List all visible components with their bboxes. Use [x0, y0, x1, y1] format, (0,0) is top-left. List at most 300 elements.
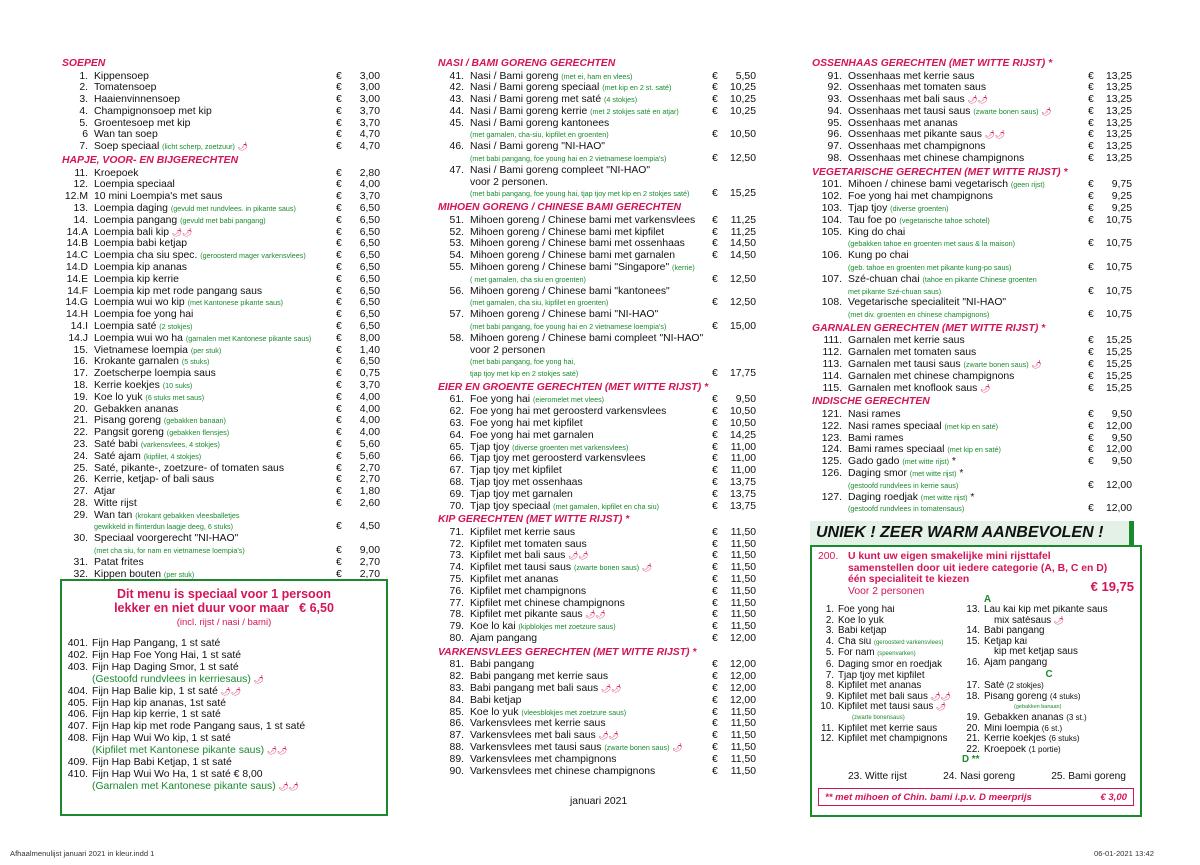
- currency-sign: €: [336, 94, 342, 106]
- uniek-banner-text: UNIEK ! ZEER WARM AANBEVOLEN !: [816, 524, 1104, 541]
- menu-item-row: [812, 153, 1132, 165]
- currency-sign: €: [712, 538, 718, 550]
- item-price: [336, 309, 380, 321]
- price-value: 5,60: [359, 450, 380, 462]
- item-number: 410.: [67, 768, 88, 780]
- price-value: 11,00: [730, 441, 756, 453]
- menu-item: [438, 262, 756, 286]
- pepper-icon: 🌶🌶: [598, 731, 619, 741]
- item-name: Garnalen met chinese champignons: [848, 370, 1015, 382]
- item-price: [712, 707, 756, 719]
- section-title: KIP GERECHTEN (MET WITTE RIJST) *: [438, 514, 630, 526]
- item-price: [336, 380, 380, 392]
- item-number: 20.: [966, 722, 980, 734]
- item-name: Soep speciaal (licht scherp, zoetzuur) 🌶: [94, 141, 248, 153]
- item-name: Garnalen met tausi saus (zwarte bonen saus) 🌶: [848, 359, 1042, 371]
- item-number: 67.: [449, 465, 464, 477]
- category-item: [816, 660, 966, 671]
- menu-item-row: [438, 71, 756, 83]
- item-name: Nasi / Bami goreng kerrie (met 2 stokjes saté en atjar): [470, 105, 679, 117]
- price-value: 3,70: [359, 191, 380, 203]
- price-value: 13,25: [1105, 141, 1132, 153]
- item-number: 97.: [827, 141, 842, 153]
- item-name: Kipfilet met kerrie saus: [470, 526, 576, 538]
- menu-item-row: [62, 309, 380, 321]
- menu-item-row: [438, 262, 756, 274]
- menu-item: [812, 82, 1132, 94]
- menu-item: [438, 633, 756, 645]
- item-name: Gebakken ananas: [94, 403, 179, 415]
- item-number: 2.: [79, 82, 88, 94]
- item-price: [1088, 309, 1132, 321]
- item-number: 405.: [67, 697, 88, 709]
- item-name: Babi pangang met bali saus 🌶🌶: [470, 682, 622, 694]
- item-name: Kroepoek (1 portie): [984, 744, 1061, 755]
- item-note: (gevuld met babi pangang): [180, 215, 266, 225]
- price-value: 4,00: [359, 415, 380, 427]
- menu-item: [812, 274, 1132, 298]
- price-value: 14,25: [729, 429, 756, 441]
- item-price: [1088, 71, 1132, 83]
- item-note: (licht scherp, zoetzuur): [162, 142, 235, 152]
- special-subtitle: (incl. rijst / nasi / bami): [176, 617, 272, 628]
- menu-item: [62, 203, 380, 215]
- special-subline: [64, 745, 386, 757]
- currency-sign: €: [712, 238, 718, 250]
- currency-sign: €: [336, 273, 342, 285]
- item-name: Wan tan (krokant gebakken vleesballetjes: [94, 509, 240, 521]
- item-price: [336, 286, 380, 298]
- item-number: 82.: [449, 671, 464, 683]
- price-value: 11,50: [730, 741, 756, 753]
- price-value: 11,25: [730, 214, 756, 226]
- price-value: 6,50: [359, 238, 380, 250]
- menu-item-row: [438, 286, 756, 298]
- item-name: Ossenhaas met champignons: [848, 141, 986, 153]
- item-price: [712, 718, 756, 730]
- price-value: 6,50: [359, 261, 380, 273]
- item-subtext: (met babi pangang, foe young hai en 2 vietnamese loempia's): [470, 321, 667, 331]
- item-number: 79.: [449, 621, 464, 633]
- currency-sign: €: [712, 406, 718, 418]
- menu-item-row: [62, 227, 380, 239]
- rijsttafel-box: [810, 545, 1142, 817]
- currency-sign: €: [1088, 444, 1094, 456]
- menu-item-row: [812, 335, 1132, 347]
- item-price: [712, 730, 756, 742]
- currency-sign: €: [712, 609, 718, 621]
- pepper-icon: 🌶: [936, 702, 947, 712]
- currency-sign: €: [336, 332, 342, 344]
- price-value: 12,00: [729, 659, 756, 671]
- menu-item-row: [62, 557, 380, 569]
- item-name: Kipfilet met ananas: [838, 681, 922, 692]
- item-note: (4 stuks): [1049, 691, 1081, 701]
- currency-sign: €: [1088, 94, 1094, 106]
- item-name: Loempia wui wo kip (met Kantonese pikante saus): [94, 297, 284, 309]
- menu-item: [62, 106, 380, 118]
- item-name: Mihoen goreng / Chinese bami met ossenhaas: [470, 238, 685, 250]
- item-name: Koe lo yuk (6 stuks met saus): [94, 391, 205, 403]
- menu-item-row: [438, 165, 756, 177]
- currency-sign: €: [1088, 153, 1094, 165]
- currency-sign: €: [712, 94, 718, 106]
- category-subline: [816, 713, 966, 724]
- currency-sign: €: [336, 521, 342, 533]
- menu-item-row: [438, 659, 756, 671]
- item-number: 403.: [67, 661, 88, 673]
- currency-sign: €: [712, 82, 718, 94]
- price-value: 15,00: [729, 320, 756, 332]
- item-subline: [62, 545, 380, 557]
- menu-item-row: [62, 129, 380, 141]
- menu-item-row: [438, 106, 756, 118]
- currency-sign: €: [712, 429, 718, 441]
- menu-item: [438, 742, 756, 754]
- currency-sign: €: [1088, 105, 1094, 117]
- item-price: [1088, 286, 1132, 298]
- price-value: 11,50: [730, 706, 756, 718]
- currency-sign: €: [712, 477, 718, 488]
- item-price: [712, 695, 756, 707]
- price-value: 11,00: [730, 465, 756, 477]
- item-number: 12.M: [64, 191, 88, 203]
- item-subtext: (met babi pangang, foe yong hai,: [470, 357, 576, 367]
- item-name: Nasi / Bami goreng "NI-HAO": [470, 141, 605, 153]
- currency-sign: €: [336, 129, 342, 141]
- item-name: Foe yong hai met kipfilet: [470, 418, 583, 430]
- item-number: 95.: [827, 117, 842, 129]
- item-name: Kroepoek: [94, 167, 139, 179]
- currency-sign: €: [336, 379, 342, 391]
- item-number: 4.: [825, 635, 834, 647]
- item-number: 126.: [821, 467, 842, 479]
- menu-item: [438, 609, 756, 621]
- item-name: Babi pangang: [470, 659, 535, 671]
- rijsttafel-header: [812, 547, 1140, 597]
- item-name: Tjap tjoy met kipfilet: [470, 465, 562, 477]
- menu-item-row: [438, 695, 756, 707]
- item-name: Fijn Hap kip kerrie, 1 st saté: [92, 709, 221, 721]
- currency-sign: €: [336, 82, 342, 94]
- item-price: [336, 106, 380, 118]
- item-price: [336, 274, 380, 286]
- menu-item-row: [438, 430, 756, 442]
- item-name: Mihoen goreng / Chinese bami met garnalen: [470, 250, 676, 262]
- menu-item: [438, 141, 756, 165]
- item-price: [1088, 359, 1132, 371]
- currency-sign: €: [712, 671, 718, 683]
- item-price: [336, 71, 380, 83]
- item-price: [336, 250, 380, 262]
- item-number: 404.: [67, 685, 88, 697]
- item-number: 73.: [449, 550, 464, 562]
- currency-sign: €: [712, 730, 718, 742]
- menu-item: [812, 191, 1132, 203]
- currency-sign: €: [712, 694, 718, 706]
- item-subline: [812, 480, 1132, 492]
- item-note: (eieromelet met vlees): [532, 395, 605, 405]
- item-price: [1088, 238, 1132, 250]
- special-subline: [64, 781, 386, 793]
- item-note: (3 st.): [1066, 712, 1087, 722]
- currency-sign: €: [712, 682, 718, 694]
- item-note: (6 st.): [1041, 723, 1063, 733]
- menu-item-row: [812, 492, 1132, 504]
- item-price: [336, 415, 380, 427]
- item-price: [1088, 444, 1132, 456]
- menu-item-row: [438, 707, 756, 719]
- menu-item: [812, 383, 1132, 395]
- item-number: 72.: [449, 538, 464, 550]
- menu-item-row: [62, 333, 380, 345]
- menu-item: [812, 141, 1132, 153]
- item-number: 66.: [449, 453, 464, 465]
- menu-item-row: [62, 463, 380, 475]
- currency-sign: €: [336, 462, 342, 474]
- category-item: [816, 734, 966, 745]
- item-name: Tau foe po (vegetarische tahoe schotel): [848, 214, 990, 226]
- price-value: 5,50: [735, 70, 756, 82]
- menu-item: [438, 621, 756, 633]
- item-subtext: (met cha siu, for nam en vietnamese loempia's): [94, 546, 245, 556]
- currency-sign: €: [336, 202, 342, 214]
- menu-item: [812, 106, 1132, 118]
- item-price: [712, 465, 756, 477]
- category-item: [816, 648, 966, 660]
- item-number: 18.: [966, 690, 980, 702]
- currency-sign: €: [1088, 335, 1094, 347]
- item-name: Nasi / Bami goreng (met ei, ham en vlees): [470, 70, 633, 82]
- uniek-banner: [810, 521, 1134, 545]
- menu-item: [62, 179, 380, 191]
- item-name: Bami rames speciaal (met kip en saté): [848, 444, 1001, 456]
- category-subline: [964, 702, 1134, 713]
- menu-item: [438, 465, 756, 477]
- item-subtext: (geb. tahoe en groenten met pikante kung-po saus): [848, 262, 1012, 272]
- item-name: Kipfilet met bali saus 🌶🌶: [838, 691, 951, 702]
- price-value: 2,70: [359, 568, 380, 580]
- category-item: [964, 724, 1134, 735]
- item-number: 14.B: [66, 238, 88, 250]
- item-name: Fijn Hap Foe Yong Hai, 1 st saté: [92, 649, 242, 661]
- category-item: [816, 702, 966, 713]
- menu-item-row: [438, 453, 756, 465]
- price-value: 6,50: [359, 226, 380, 238]
- special-item: [64, 769, 386, 781]
- item-name: Mihoen goreng / Chinese bami compleet "NI-HAO": [470, 332, 704, 344]
- menu-item: [438, 574, 756, 586]
- item-number: 78.: [449, 609, 464, 621]
- currency-sign: €: [1088, 408, 1094, 420]
- currency-sign: €: [336, 285, 342, 297]
- item-note: (zwarte bonen saus): [973, 106, 1039, 116]
- item-name: Ajam pangang: [470, 633, 538, 645]
- section-title: INDISCHE GERECHTEN: [812, 396, 930, 408]
- menu-item: [438, 309, 756, 333]
- currency-sign: €: [1088, 238, 1094, 250]
- item-name: Kipfilet met kerrie saus: [838, 723, 938, 734]
- item-number: 96.: [827, 129, 842, 141]
- price-value: 15,25: [1105, 370, 1132, 382]
- currency-sign: €: [336, 70, 342, 82]
- item-number: 12.: [820, 733, 834, 745]
- item-subtext: ( met garnalen, cha siu en groenten): [470, 274, 586, 284]
- item-price: [1088, 94, 1132, 106]
- item-number: 13.: [966, 604, 980, 615]
- item-name: Mihoen goreng / Chinese bami met varkensvlees: [470, 214, 696, 226]
- price-value: 4,00: [359, 427, 380, 439]
- category-item: 24. Nasi goreng: [943, 771, 1016, 782]
- item-subtext: gewikkeld in flinterdun laagje deeg, 6 stuks): [94, 522, 234, 532]
- menu-item-row: [62, 533, 380, 545]
- price-value: 11,50: [730, 753, 756, 765]
- item-number: 28.: [73, 497, 88, 509]
- price-value: 9,00: [359, 545, 380, 557]
- special-price: € 6,50: [299, 601, 334, 615]
- currency-sign: €: [712, 465, 718, 477]
- item-number: 65.: [449, 441, 464, 453]
- category-item: [964, 713, 1134, 724]
- menu-item: [438, 562, 756, 574]
- item-name: Mihoen goreng / Chinese bami "Singapore" (kerrie): [470, 261, 695, 273]
- special-subline: [64, 674, 386, 686]
- price-value: 12,50: [729, 273, 756, 285]
- menu-item: [62, 557, 380, 569]
- menu-item-row: [438, 418, 756, 430]
- item-number: 7.: [79, 141, 88, 153]
- item-subtext: (zwarte bonensaus): [852, 714, 905, 721]
- menu-item-row: [438, 333, 756, 345]
- item-note: (2 stokjes): [159, 321, 193, 331]
- item-name: Foe yong hai: [838, 605, 895, 615]
- item-name: Mihoen / chinese bami vegetarisch (geen rijst): [848, 179, 1045, 191]
- price-value: 11,50: [730, 730, 756, 742]
- item-name: 10 mini Loempia's met saus: [94, 191, 223, 203]
- item-number: 62.: [449, 406, 464, 418]
- item-number: 112.: [822, 347, 842, 359]
- item-name: Wan tan soep: [94, 129, 158, 141]
- price-value: 6,50: [359, 214, 380, 226]
- item-name: Pangsit goreng (gebakken flensjes): [94, 427, 230, 439]
- rijsttafel-persons: Voor 2 personen: [848, 585, 925, 597]
- currency-sign: €: [712, 633, 718, 645]
- item-number: 408.: [67, 733, 88, 745]
- item-number: 91.: [827, 70, 842, 82]
- category-item: [964, 605, 1134, 616]
- menu-item: [62, 510, 380, 534]
- menu-item: [62, 141, 380, 153]
- meerprijs-price: € 3,00: [1100, 791, 1127, 803]
- currency-sign: €: [336, 191, 342, 203]
- item-note: (met ei, ham en vlees): [561, 71, 633, 81]
- item-name: Varkensvlees met chinese champignons: [470, 765, 656, 777]
- menu-item-row: [62, 106, 380, 118]
- item-subtext: (met babi pangang, foe young hai en 2 vietnamese loempia's): [470, 154, 667, 164]
- item-price: [336, 451, 380, 463]
- menu-item-row: [438, 718, 756, 730]
- menu-item-row: [812, 118, 1132, 130]
- item-number: 14.G: [65, 297, 88, 309]
- item-name: Ketjap kai: [984, 636, 1028, 647]
- item-name: Daging smor (met witte rijst) *: [848, 467, 964, 479]
- item-price: [712, 659, 756, 671]
- menu-item-row: [438, 671, 756, 683]
- item-note: (speenvarken): [877, 651, 916, 658]
- item-note: (kerrie): [672, 262, 695, 272]
- item-number: 18.: [73, 379, 88, 391]
- item-number: 114.: [822, 370, 842, 382]
- menu-column-2: [438, 58, 756, 777]
- menu-item-row: [62, 262, 380, 274]
- item-name: Varkensvlees met kerrie saus: [470, 718, 606, 730]
- item-number: 21.: [966, 733, 980, 745]
- item-subline: [812, 309, 1132, 321]
- menu-item-row: [62, 203, 380, 215]
- item-name: Saté ajam (kipfilet, 4 stokjes): [94, 450, 202, 462]
- item-number: 124.: [821, 444, 842, 456]
- currency-sign: €: [336, 214, 342, 226]
- menu-item-row: [62, 380, 380, 392]
- item-name: Koe lo yuk (vleesblokjes met zoetzure saus): [470, 706, 627, 718]
- rijsttafel-text: U kunt uw eigen smakelijke mini rijsttafel: [848, 551, 1051, 562]
- item-subtext: (gebakken tahoe en groenten met saus & la maison): [848, 239, 1016, 249]
- special-title-2: [62, 601, 386, 615]
- price-value: 14,50: [729, 250, 756, 262]
- price-value: 9,50: [735, 394, 756, 406]
- currency-sign: €: [336, 238, 342, 250]
- menu-item-row: [438, 215, 756, 227]
- currency-sign: €: [336, 250, 342, 262]
- menu-item: [62, 82, 380, 94]
- currency-sign: €: [712, 574, 718, 586]
- item-note: (zwarte bonen saus): [963, 360, 1029, 370]
- item-name: Kipfilet met ananas: [470, 574, 559, 586]
- item-number: 71.: [449, 526, 464, 538]
- item-price: [712, 418, 756, 430]
- item-number: 22.: [73, 427, 88, 439]
- rijsttafel-line1: [818, 551, 1134, 563]
- pepper-icon: 🌶🌶: [585, 610, 606, 620]
- item-number: 122.: [821, 420, 842, 432]
- item-subline: [812, 286, 1132, 298]
- item-name: Nasi / Bami goreng compleet "NI-HAO": [470, 164, 651, 176]
- item-name: Foe yong hai met champignons: [848, 191, 993, 203]
- item-price: [336, 191, 380, 203]
- special-item: [64, 638, 386, 650]
- pepper-icon: 🌶🌶: [984, 130, 1006, 140]
- price-value: 9,50: [1111, 456, 1132, 468]
- item-note: (met kip en saté): [944, 421, 998, 431]
- pepper-icon: 🌶🌶: [267, 746, 288, 756]
- item-price: [1088, 503, 1132, 515]
- menu-item: [62, 94, 380, 106]
- menu-item: [62, 227, 380, 239]
- item-number: 5.: [79, 117, 88, 129]
- item-number: 76.: [449, 585, 464, 597]
- menu-item-row: [438, 621, 756, 633]
- item-number: 1.: [825, 604, 834, 615]
- menu-item-row: [812, 409, 1132, 421]
- section-title: OSSENHAAS GERECHTEN (MET WITTE RIJST) *: [812, 58, 1053, 69]
- item-name: Fijn Hap Wui Wo kip, 1 st saté: [92, 733, 231, 745]
- item-price: [1088, 153, 1132, 165]
- menu-item-row: [438, 489, 756, 501]
- menu-item-row: [438, 394, 756, 406]
- currency-sign: €: [712, 500, 718, 512]
- price-value: 9,75: [1111, 179, 1132, 191]
- item-note: (met witte rijst): [909, 468, 957, 478]
